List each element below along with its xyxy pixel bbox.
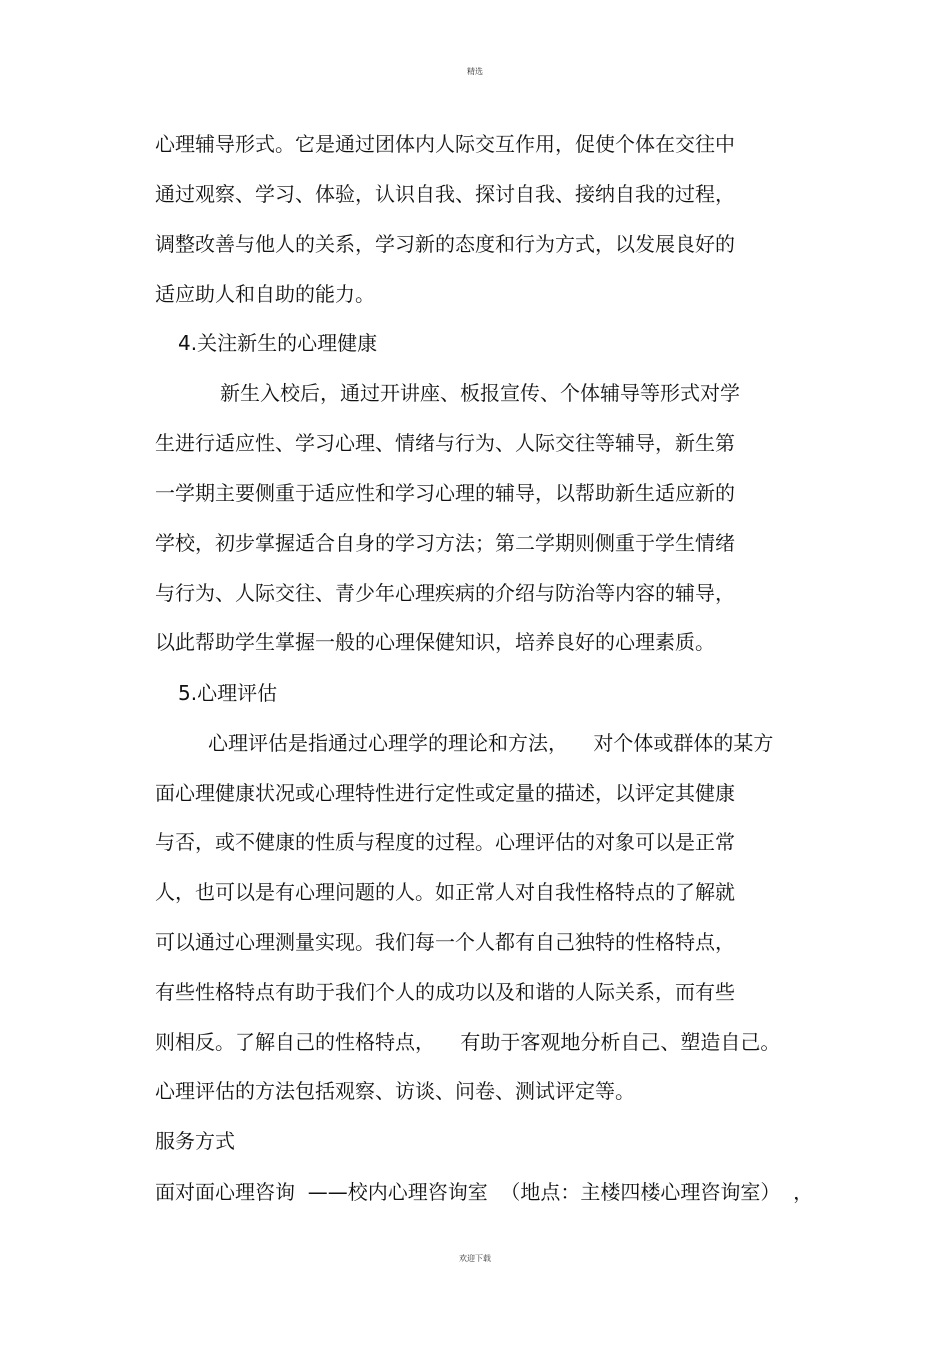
paragraph-line: 可以通过心理测量实现。我们每一个人都有自己独特的性格特点， xyxy=(155,930,735,954)
paragraph-line: 以此帮助学生掌握一般的心理保健知识，培养良好的心理素质。 xyxy=(155,630,715,654)
paragraph-line: 心理评估的方法包括观察、访谈、问卷、测试评定等。 xyxy=(155,1079,635,1103)
section-heading: 服务方式 xyxy=(155,1129,235,1153)
page-footer: 欢迎下载 xyxy=(459,1254,491,1263)
paragraph-line: 有些性格特点有助于我们个人的成功以及和谐的人际关系，而有些 xyxy=(155,980,735,1004)
paragraph-line: 则相反。了解自己的性格特点， 有助于客观地分析自己、塑造自己。 xyxy=(155,1030,781,1054)
paragraph-line: 面心理健康状况或心理特性进行定性或定量的描述，以评定其健康 xyxy=(155,781,735,805)
paragraph-line: 通过观察、学习、体验，认识自我、探讨自我、接纳自我的过程， xyxy=(155,182,735,206)
paragraph-line: 新生入校后，通过开讲座、板报宣传、个体辅导等形式对学 xyxy=(220,381,740,405)
paragraph-line: 调整改善与他人的关系，学习新的态度和行为方式，以发展良好的 xyxy=(155,232,735,256)
paragraph-line: 一学期主要侧重于适应性和学习心理的辅导，以帮助新生适应新的 xyxy=(155,481,735,505)
paragraph-line: 生进行适应性、学习心理、情绪与行为、人际交往等辅导，新生第 xyxy=(155,431,735,455)
paragraph-line: 适应助人和自助的能力。 xyxy=(155,282,375,306)
paragraph-line: 与行为、人际交往、青少年心理疾病的介绍与防治等内容的辅导， xyxy=(155,581,735,605)
paragraph-line: 面对面心理咨询 ——校内心理咨询室 （地点：主楼四楼心理咨询室） ， xyxy=(155,1180,814,1204)
paragraph-line: 学校，初步掌握适合自身的学习方法；第二学期则侧重于学生情绪 xyxy=(155,531,735,555)
paragraph-line: 心理评估是指通过心理学的理论和方法， 对个体或群体的某方 xyxy=(208,731,774,755)
paragraph-line: 与否，或不健康的性质与程度的过程。心理评估的对象可以是正常 xyxy=(155,830,735,854)
paragraph-line: 心理辅导形式。它是通过团体内人际交互作用，促使个体在交往中 xyxy=(155,132,735,156)
paragraph-line: 人，也可以是有心理问题的人。如正常人对自我性格特点的了解就 xyxy=(155,880,735,904)
section-heading: 4.关注新生的心理健康 xyxy=(178,331,378,355)
page-header: 精选 xyxy=(467,67,483,76)
section-heading: 5.心理评估 xyxy=(178,681,278,705)
